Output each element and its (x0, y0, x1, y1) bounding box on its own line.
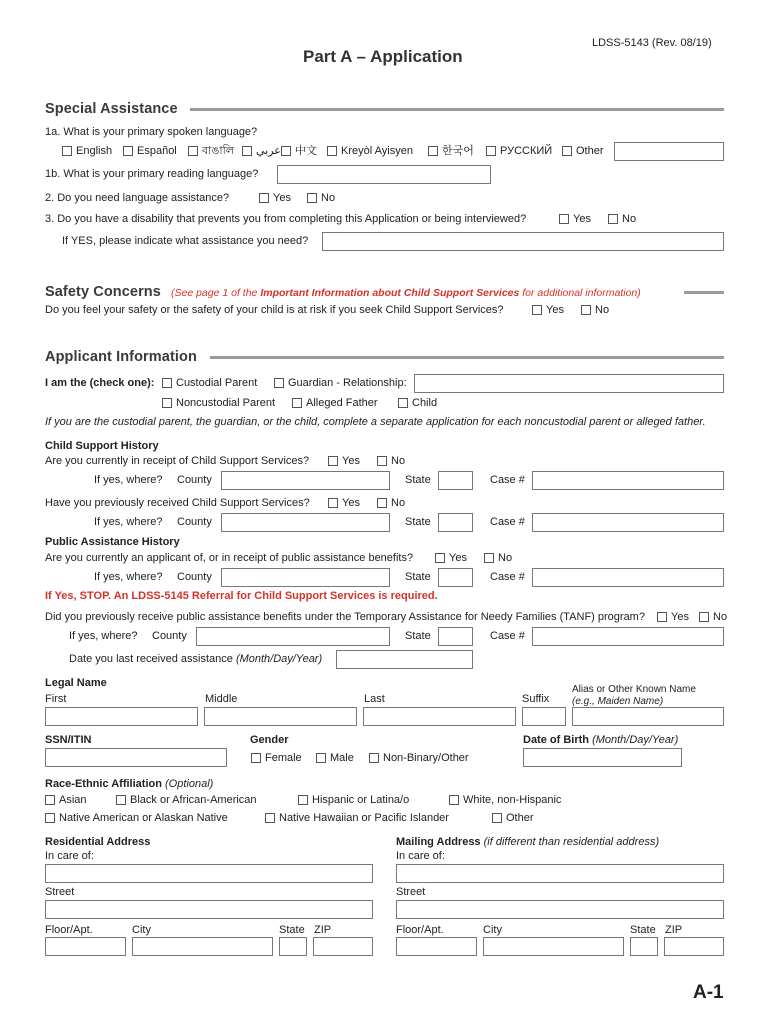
legal-name-title: Legal Name (45, 677, 107, 689)
lang-other-checkbox[interactable] (562, 146, 572, 156)
residential-state-label: State (279, 924, 305, 936)
mailing-street-input[interactable] (396, 900, 724, 919)
pa-q1-no-label: No (498, 552, 513, 564)
cs-q2-state-label: State (405, 516, 431, 528)
cs-q1-no-label: No (391, 455, 406, 467)
race-title-text: Race-Ethnic Affiliation (45, 778, 162, 790)
mailing-city-input[interactable] (483, 937, 624, 956)
mailing-zip-input[interactable] (664, 937, 724, 956)
role-alleged-father-label: Alleged Father (306, 397, 378, 409)
dob-input[interactable] (523, 748, 682, 767)
q3-no-label: No (622, 213, 637, 225)
suffix-label: Suffix (522, 693, 550, 705)
safety-note (171, 287, 641, 300)
cs-q1-state-input[interactable] (438, 471, 473, 490)
mailing-floor-label: Floor/Apt. (396, 924, 444, 936)
section-rule (210, 356, 724, 359)
role-alleged-father-checkbox[interactable] (292, 398, 302, 408)
cs-history-title: Child Support History (45, 440, 159, 452)
tanf-question: Did you previously receive public assistance benefits under the Temporary Assistance for Needy Families (TANF) program? (45, 611, 645, 623)
cs-q1-label: Are you currently in receipt of Child Support Services? (45, 455, 310, 467)
role-guardian-checkbox[interactable] (274, 378, 284, 388)
ssn-label: SSN/ITIN (45, 734, 92, 746)
lang-bengali-label: বাঙালি (202, 145, 234, 157)
gender-nonbinary-checkbox[interactable] (369, 753, 379, 763)
gender-male-label: Male (330, 752, 354, 764)
lang-espanol-label: Español (137, 145, 177, 157)
lang-chinese-checkbox[interactable] (281, 146, 291, 156)
pa-q1-county-input[interactable] (221, 568, 390, 587)
pa-q1-state-input[interactable] (438, 568, 473, 587)
cs-q2-case-input[interactable] (532, 513, 724, 532)
safety-note-prefix: (See page 1 of the (171, 287, 261, 299)
lang-kreyol-label: Kreyòl Ayisyen (341, 145, 413, 157)
cs-q2-no-label: No (391, 497, 406, 509)
ssn-input[interactable] (45, 748, 227, 767)
dob-label (523, 734, 678, 747)
alias-hint: (e.g., Maiden Name) (572, 696, 664, 707)
race-asian-checkbox[interactable] (45, 795, 55, 805)
residential-floor-input[interactable] (45, 937, 126, 956)
race-other-label: Other (506, 812, 534, 824)
residential-care-of-label: In care of: (45, 850, 94, 862)
pa-q1-yes-label: Yes (449, 552, 467, 564)
cs-q2-yes-checkbox[interactable] (328, 498, 338, 508)
mailing-care-of-label: In care of: (396, 850, 445, 862)
residential-state-input[interactable] (279, 937, 307, 956)
lang-chinese-label: 中文 (295, 145, 317, 157)
cs-q1-case-label: Case # (490, 474, 525, 486)
lang-korean-label: 한국어 (442, 145, 474, 157)
cs-q1-no-checkbox[interactable] (377, 456, 387, 466)
q3-yes-checkbox[interactable] (559, 214, 569, 224)
race-white-checkbox[interactable] (449, 795, 459, 805)
last-name-label: Last (364, 693, 385, 705)
q2-label: 2. Do you need language assistance? (45, 192, 230, 204)
cs-q2-yes-label: Yes (342, 497, 360, 509)
section-heading-special-assistance: Special Assistance (45, 101, 178, 117)
residential-street-label: Street (45, 886, 75, 898)
pa-q1-state-label: State (405, 571, 431, 583)
q1a-label: 1a. What is your primary spoken language? (45, 126, 258, 138)
safety-question: Do you feel your safety or the safety of your child is at risk if you seek Child Support Services? (45, 304, 504, 316)
page-number: A-1 (693, 982, 724, 1003)
mailing-state-label: State (630, 924, 656, 936)
mailing-address-text: Mailing Address (396, 836, 481, 848)
role-noncustodial-checkbox[interactable] (162, 398, 172, 408)
pa-q1-yes-checkbox[interactable] (435, 553, 445, 563)
cs-q2-no-checkbox[interactable] (377, 498, 387, 508)
dob-text: Date of Birth (523, 734, 589, 746)
cs-q2-county-input[interactable] (221, 513, 390, 532)
residential-street-input[interactable] (45, 900, 373, 919)
cs-q1-where-label: If yes, where? (94, 474, 163, 486)
tanf-where-label: If yes, where? (69, 630, 138, 642)
lang-kreyol-checkbox[interactable] (327, 146, 337, 156)
role-child-checkbox[interactable] (398, 398, 408, 408)
residential-city-input[interactable] (132, 937, 273, 956)
q2-no-label: No (321, 192, 336, 204)
race-white-label: White, non-Hispanic (463, 794, 562, 806)
gender-female-label: Female (265, 752, 302, 764)
lang-english-checkbox[interactable] (62, 146, 72, 156)
gender-label: Gender (250, 734, 289, 746)
assistance-needed-input[interactable] (322, 232, 724, 251)
tanf-state-label: State (405, 630, 431, 642)
residential-floor-label: Floor/Apt. (45, 924, 93, 936)
first-name-label: First (45, 693, 67, 705)
form-id: LDSS-5143 (Rev. 08/19) (592, 37, 712, 49)
last-assistance-date-input[interactable] (336, 650, 473, 669)
role-custodial-checkbox[interactable] (162, 378, 172, 388)
mailing-zip-label: ZIP (665, 924, 683, 936)
middle-name-label: Middle (205, 693, 238, 705)
safety-no-checkbox[interactable] (581, 305, 591, 315)
gender-nonbinary-label: Non-Binary/Other (383, 752, 469, 764)
i-am-label: I am the (check one): (45, 377, 155, 389)
pa-q1-no-checkbox[interactable] (484, 553, 494, 563)
q2-no-checkbox[interactable] (307, 193, 317, 203)
role-child-label: Child (412, 397, 438, 409)
safety-note-bold: Important Information about Child Support Services (260, 287, 520, 299)
pa-history-title: Public Assistance History (45, 536, 180, 548)
safety-yes-checkbox[interactable] (532, 305, 542, 315)
section-rule (684, 291, 724, 294)
alias-label: Alias or Other Known Name (572, 684, 696, 695)
cs-q2-county-label: County (177, 516, 212, 528)
last-name-input[interactable] (363, 707, 516, 726)
applicant-instruction: If you are the custodial parent, the guardian, or the child, complete a separate application for each noncustodial parent or alleged father. (45, 416, 706, 428)
race-other-checkbox[interactable] (492, 813, 502, 823)
mailing-state-input[interactable] (630, 937, 658, 956)
guardian-relationship-input[interactable] (414, 374, 724, 393)
residential-zip-input[interactable] (313, 937, 373, 956)
cs-q1-county-label: County (177, 474, 212, 486)
suffix-input[interactable] (522, 707, 566, 726)
pa-q1-case-input[interactable] (532, 568, 724, 587)
residential-zip-label: ZIP (314, 924, 332, 936)
lang-espanol-checkbox[interactable] (123, 146, 133, 156)
residential-care-of-input[interactable] (45, 864, 373, 883)
race-pacific-islander-label: Native Hawaiian or Pacific Islander (279, 812, 449, 824)
page-title: Part A – Application (303, 47, 463, 66)
last-assistance-date-text: Date you last received assistance (69, 653, 233, 665)
q3-no-checkbox[interactable] (608, 214, 618, 224)
lang-arabic-checkbox[interactable] (242, 146, 252, 156)
section-rule (190, 108, 724, 111)
mailing-care-of-input[interactable] (396, 864, 724, 883)
role-noncustodial-label: Noncustodial Parent (176, 397, 276, 409)
race-pacific-islander-checkbox[interactable] (265, 813, 275, 823)
tanf-county-input[interactable] (196, 627, 390, 646)
q3-followup-label: If YES, please indicate what assistance you need? (62, 235, 309, 247)
tanf-yes-checkbox[interactable] (657, 612, 667, 622)
first-name-input[interactable] (45, 707, 198, 726)
race-native-american-label: Native American or Alaskan Native (59, 812, 228, 824)
residential-city-label: City (132, 924, 151, 936)
cs-q2-label: Have you previously received Child Support Services? (45, 497, 310, 509)
pa-q1-label: Are you currently an applicant of, or in receipt of public assistance benefits? (45, 552, 414, 564)
role-guardian-label: Guardian - Relationship: (288, 377, 407, 389)
tanf-state-input[interactable] (438, 627, 473, 646)
safety-note-suffix: for additional information) (519, 287, 641, 299)
q2-yes-checkbox[interactable] (259, 193, 269, 203)
q1b-label: 1b. What is your primary reading language? (45, 168, 259, 180)
residential-address-title: Residential Address (45, 836, 151, 848)
lang-russian-label: РУССКИЙ (500, 145, 553, 157)
tanf-no-label: No (713, 611, 728, 623)
last-assistance-date-label (69, 653, 322, 666)
section-heading-safety-concerns: Safety Concerns (45, 284, 161, 300)
lang-english-label: English (76, 145, 113, 157)
lang-other-label: Other (576, 145, 604, 157)
race-asian-label: Asian (59, 794, 87, 806)
race-title-hint: (Optional) (165, 778, 214, 790)
gender-female-checkbox[interactable] (251, 753, 261, 763)
lang-korean-checkbox[interactable] (428, 146, 438, 156)
mailing-floor-input[interactable] (396, 937, 477, 956)
last-assistance-date-hint: (Month/Day/Year) (235, 653, 323, 665)
dob-hint: (Month/Day/Year) (592, 734, 679, 746)
tanf-case-label: Case # (490, 630, 525, 642)
tanf-county-label: County (152, 630, 187, 642)
mailing-city-label: City (483, 924, 502, 936)
stop-message: If Yes, STOP. An LDSS-5145 Referral for Child Support Services is required. (45, 590, 438, 602)
race-native-american-checkbox[interactable] (45, 813, 55, 823)
race-hispanic-label: Hispanic or Latina/o (312, 794, 410, 806)
mailing-street-label: Street (396, 886, 426, 898)
alias-input[interactable] (572, 707, 724, 726)
cs-q1-state-label: State (405, 474, 431, 486)
race-hispanic-checkbox[interactable] (298, 795, 308, 805)
tanf-yes-label: Yes (671, 611, 689, 623)
race-black-label: Black or African-American (130, 794, 257, 806)
cs-q1-yes-checkbox[interactable] (328, 456, 338, 466)
gender-male-checkbox[interactable] (316, 753, 326, 763)
pa-q1-where-label: If yes, where? (94, 571, 163, 583)
cs-q1-yes-label: Yes (342, 455, 360, 467)
role-custodial-label: Custodial Parent (176, 377, 258, 389)
race-title (45, 778, 213, 791)
safety-yes-label: Yes (546, 304, 564, 316)
race-black-checkbox[interactable] (116, 795, 126, 805)
lang-russian-checkbox[interactable] (486, 146, 496, 156)
cs-q2-state-input[interactable] (438, 513, 473, 532)
tanf-case-input[interactable] (532, 627, 724, 646)
reading-language-input[interactable] (277, 165, 491, 184)
q3-yes-label: Yes (573, 213, 591, 225)
lang-other-input[interactable] (614, 142, 724, 161)
pa-q1-county-label: County (177, 571, 212, 583)
cs-q1-county-input[interactable] (221, 471, 390, 490)
section-heading-applicant-information: Applicant Information (45, 349, 197, 365)
middle-name-input[interactable] (204, 707, 357, 726)
cs-q2-case-label: Case # (490, 516, 525, 528)
mailing-address-title (396, 836, 659, 849)
cs-q1-case-input[interactable] (532, 471, 724, 490)
cs-q2-where-label: If yes, where? (94, 516, 163, 528)
mailing-address-hint: (if different than residential address) (483, 836, 660, 848)
q3-label: 3. Do you have a disability that prevents you from completing this Application or being interviewed? (45, 213, 527, 225)
tanf-no-checkbox[interactable] (699, 612, 709, 622)
q2-yes-label: Yes (273, 192, 291, 204)
lang-arabic-label: عربي (256, 145, 281, 157)
pa-q1-case-label: Case # (490, 571, 525, 583)
safety-no-label: No (595, 304, 610, 316)
lang-bengali-checkbox[interactable] (188, 146, 198, 156)
